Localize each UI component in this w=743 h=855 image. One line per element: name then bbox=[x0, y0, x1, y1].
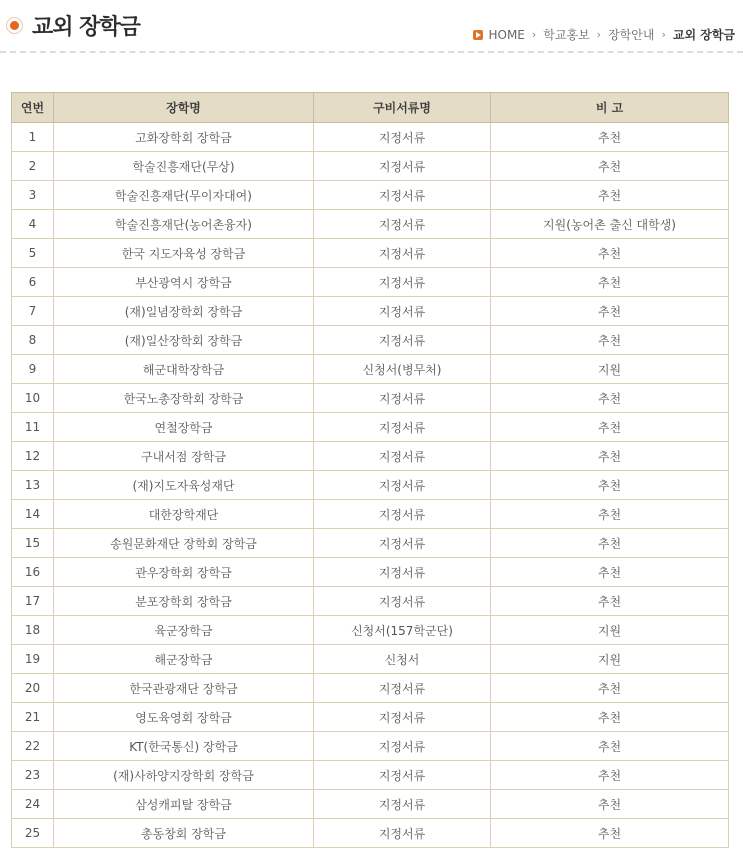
table-row bbox=[12, 355, 729, 384]
cell-scholarship-name: 삼성캐피탈 장학금 bbox=[54, 790, 314, 819]
cell-remarks: 추천 bbox=[491, 239, 729, 268]
page-title: 교외 장학금 bbox=[32, 15, 140, 40]
cell-number: 4 bbox=[12, 210, 54, 239]
cell-scholarship-name: 고화장학회 장학금 bbox=[54, 123, 314, 152]
cell-remarks: 추천 bbox=[491, 297, 729, 326]
cell-number: 15 bbox=[12, 529, 54, 558]
cell-remarks: 지원 bbox=[491, 355, 729, 384]
cell-number: 12 bbox=[12, 442, 54, 471]
cell-number: 20 bbox=[12, 674, 54, 703]
cell-scholarship-name: 한국노총장학회 장학금 bbox=[54, 384, 314, 413]
cell-scholarship-name: 학술진흥재단(농어촌융자) bbox=[54, 210, 314, 239]
cell-documents: 지정서류 bbox=[314, 790, 491, 819]
table-row bbox=[12, 819, 729, 848]
table-row bbox=[12, 413, 729, 442]
table-row bbox=[12, 471, 729, 500]
cell-number: 25 bbox=[12, 819, 54, 848]
cell-scholarship-name: (재)일념장학회 장학금 bbox=[54, 297, 314, 326]
breadcrumb bbox=[473, 26, 735, 43]
cell-scholarship-name: 학술진흥재단(무상) bbox=[54, 152, 314, 181]
cell-number: 16 bbox=[12, 558, 54, 587]
cell-number: 9 bbox=[12, 355, 54, 384]
cell-remarks: 추천 bbox=[491, 413, 729, 442]
cell-remarks: 추천 bbox=[491, 326, 729, 355]
cell-scholarship-name: KT(한국통신) 장학금 bbox=[54, 732, 314, 761]
cell-scholarship-name: 송원문화재단 장학회 장학금 bbox=[54, 529, 314, 558]
table-header-row bbox=[12, 93, 729, 123]
cell-remarks: 추천 bbox=[491, 152, 729, 181]
column-header-scholarship-name: 장학명 bbox=[54, 93, 314, 123]
cell-number: 10 bbox=[12, 384, 54, 413]
cell-documents: 지정서류 bbox=[314, 297, 491, 326]
breadcrumb-school-promo[interactable]: 학교홍보 bbox=[543, 28, 590, 42]
table-row bbox=[12, 529, 729, 558]
cell-remarks: 지원 bbox=[491, 645, 729, 674]
chevron-right-icon: › bbox=[531, 28, 537, 41]
cell-scholarship-name: 총동창회 장학금 bbox=[54, 819, 314, 848]
cell-remarks: 추천 bbox=[491, 500, 729, 529]
breadcrumb-scholarship-info[interactable]: 장학안내 bbox=[608, 28, 655, 42]
cell-documents: 신청서 bbox=[314, 645, 491, 674]
cell-scholarship-name: 연철장학금 bbox=[54, 413, 314, 442]
table-row bbox=[12, 442, 729, 471]
cell-documents: 지정서류 bbox=[314, 413, 491, 442]
cell-remarks: 지원(농어촌 출신 대학생) bbox=[491, 210, 729, 239]
cell-remarks: 추천 bbox=[491, 790, 729, 819]
cell-number: 1 bbox=[12, 123, 54, 152]
page-header bbox=[0, 0, 743, 58]
table-row bbox=[12, 326, 729, 355]
cell-scholarship-name: 해군장학금 bbox=[54, 645, 314, 674]
bullet-icon bbox=[6, 17, 23, 34]
column-header-documents: 구비서류명 bbox=[314, 93, 491, 123]
cell-number: 7 bbox=[12, 297, 54, 326]
breadcrumb-home[interactable]: HOME bbox=[488, 27, 525, 42]
table-row bbox=[12, 239, 729, 268]
column-header-number: 연번 bbox=[12, 93, 54, 123]
cell-remarks: 지원 bbox=[491, 616, 729, 645]
table-row bbox=[12, 790, 729, 819]
cell-remarks: 추천 bbox=[491, 471, 729, 500]
cell-remarks: 추천 bbox=[491, 761, 729, 790]
cell-documents: 신청서(병무처) bbox=[314, 355, 491, 384]
cell-number: 11 bbox=[12, 413, 54, 442]
cell-remarks: 추천 bbox=[491, 587, 729, 616]
cell-scholarship-name: 학술진흥재단(무이자대여) bbox=[54, 181, 314, 210]
cell-scholarship-name: 분포장학회 장학금 bbox=[54, 587, 314, 616]
cell-number: 8 bbox=[12, 326, 54, 355]
table-row bbox=[12, 703, 729, 732]
cell-remarks: 추천 bbox=[491, 732, 729, 761]
cell-documents: 지정서류 bbox=[314, 210, 491, 239]
cell-number: 13 bbox=[12, 471, 54, 500]
table-row bbox=[12, 732, 729, 761]
cell-scholarship-name: 관우장학회 장학금 bbox=[54, 558, 314, 587]
table-row bbox=[12, 210, 729, 239]
cell-documents: 지정서류 bbox=[314, 384, 491, 413]
cell-documents: 지정서류 bbox=[314, 674, 491, 703]
table-row bbox=[12, 674, 729, 703]
cell-remarks: 추천 bbox=[491, 384, 729, 413]
header-divider bbox=[0, 51, 743, 53]
cell-documents: 지정서류 bbox=[314, 587, 491, 616]
chevron-right-icon: › bbox=[661, 28, 666, 41]
cell-number: 22 bbox=[12, 732, 54, 761]
cell-number: 18 bbox=[12, 616, 54, 645]
cell-scholarship-name: (재)사하양지장학회 장학금 bbox=[54, 761, 314, 790]
table-row bbox=[12, 268, 729, 297]
cell-number: 6 bbox=[12, 268, 54, 297]
cell-documents: 지정서류 bbox=[314, 529, 491, 558]
cell-number: 3 bbox=[12, 181, 54, 210]
cell-scholarship-name: 구내서점 장학금 bbox=[54, 442, 314, 471]
scholarship-table bbox=[11, 92, 729, 848]
cell-documents: 지정서류 bbox=[314, 152, 491, 181]
cell-documents: 지정서류 bbox=[314, 181, 491, 210]
cell-documents: 지정서류 bbox=[314, 123, 491, 152]
cell-number: 24 bbox=[12, 790, 54, 819]
cell-remarks: 추천 bbox=[491, 703, 729, 732]
cell-remarks: 추천 bbox=[491, 181, 729, 210]
cell-number: 19 bbox=[12, 645, 54, 674]
cell-remarks: 추천 bbox=[491, 529, 729, 558]
table-row bbox=[12, 152, 729, 181]
cell-remarks: 추천 bbox=[491, 558, 729, 587]
chevron-right-icon: › bbox=[596, 28, 602, 41]
cell-remarks: 추천 bbox=[491, 819, 729, 848]
cell-scholarship-name: 한국 지도자육성 장학금 bbox=[54, 239, 314, 268]
table-row bbox=[12, 297, 729, 326]
table-body bbox=[12, 123, 729, 848]
cell-scholarship-name: 부산광역시 장학금 bbox=[54, 268, 314, 297]
cell-documents: 지정서류 bbox=[314, 471, 491, 500]
table-row bbox=[12, 645, 729, 674]
cell-number: 21 bbox=[12, 703, 54, 732]
column-header-remarks: 비 고 bbox=[491, 93, 729, 123]
cell-documents: 지정서류 bbox=[314, 239, 491, 268]
table-row bbox=[12, 761, 729, 790]
cell-scholarship-name: 영도육영회 장학금 bbox=[54, 703, 314, 732]
cell-documents: 지정서류 bbox=[314, 442, 491, 471]
breadcrumb-current: 교외 장학금 bbox=[672, 28, 735, 42]
cell-number: 23 bbox=[12, 761, 54, 790]
table-row bbox=[12, 616, 729, 645]
cell-documents: 지정서류 bbox=[314, 268, 491, 297]
cell-documents: 지정서류 bbox=[314, 326, 491, 355]
cell-documents: 지정서류 bbox=[314, 761, 491, 790]
table-row bbox=[12, 181, 729, 210]
cell-documents: 지정서류 bbox=[314, 732, 491, 761]
cell-scholarship-name: 한국관광재단 장학금 bbox=[54, 674, 314, 703]
cell-documents: 지정서류 bbox=[314, 819, 491, 848]
cell-documents: 지정서류 bbox=[314, 558, 491, 587]
cell-documents: 지정서류 bbox=[314, 500, 491, 529]
table-row bbox=[12, 123, 729, 152]
cell-remarks: 추천 bbox=[491, 268, 729, 297]
table-row bbox=[12, 587, 729, 616]
cell-number: 14 bbox=[12, 500, 54, 529]
table-row bbox=[12, 500, 729, 529]
cell-scholarship-name: 육군장학금 bbox=[54, 616, 314, 645]
cell-remarks: 추천 bbox=[491, 674, 729, 703]
table-row bbox=[12, 558, 729, 587]
cell-scholarship-name: 대한장학재단 bbox=[54, 500, 314, 529]
cell-remarks: 추천 bbox=[491, 442, 729, 471]
cell-scholarship-name: (재)일산장학회 장학금 bbox=[54, 326, 314, 355]
cell-scholarship-name: 해군대학장학금 bbox=[54, 355, 314, 384]
table-row bbox=[12, 384, 729, 413]
home-icon bbox=[473, 30, 483, 40]
cell-scholarship-name: (재)지도자육성재단 bbox=[54, 471, 314, 500]
cell-number: 2 bbox=[12, 152, 54, 181]
cell-number: 17 bbox=[12, 587, 54, 616]
title-area bbox=[6, 10, 140, 41]
cell-documents: 지정서류 bbox=[314, 703, 491, 732]
cell-remarks: 추천 bbox=[491, 123, 729, 152]
cell-number: 5 bbox=[12, 239, 54, 268]
cell-documents: 신청서(157학군단) bbox=[314, 616, 491, 645]
